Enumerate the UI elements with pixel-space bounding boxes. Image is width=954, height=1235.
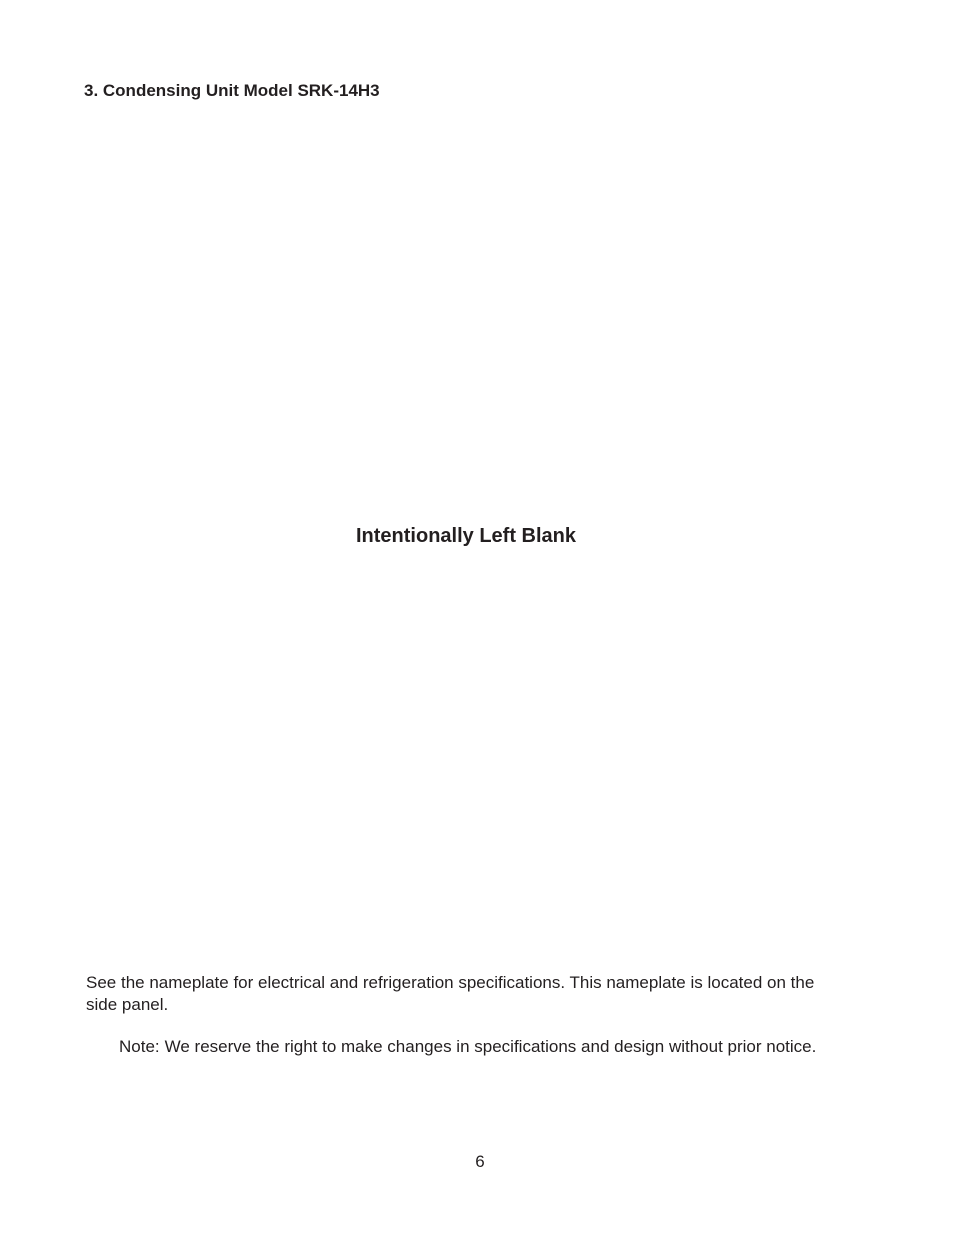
note-label: Note: bbox=[119, 1037, 160, 1056]
note-text: We reserve the right to make changes in specifications and design without prior notice. bbox=[164, 1037, 817, 1056]
page-number: 6 bbox=[475, 1152, 485, 1171]
section-heading: 3. Condensing Unit Model SRK-14H3 bbox=[84, 81, 380, 100]
intentionally-blank-notice: Intentionally Left Blank bbox=[355, 525, 577, 547]
note-block bbox=[119, 1036, 849, 1058]
nameplate-spec-paragraph: See the nameplate for electrical and refrigeration specifications. This nameplate is located on the side panel. bbox=[86, 973, 815, 1014]
